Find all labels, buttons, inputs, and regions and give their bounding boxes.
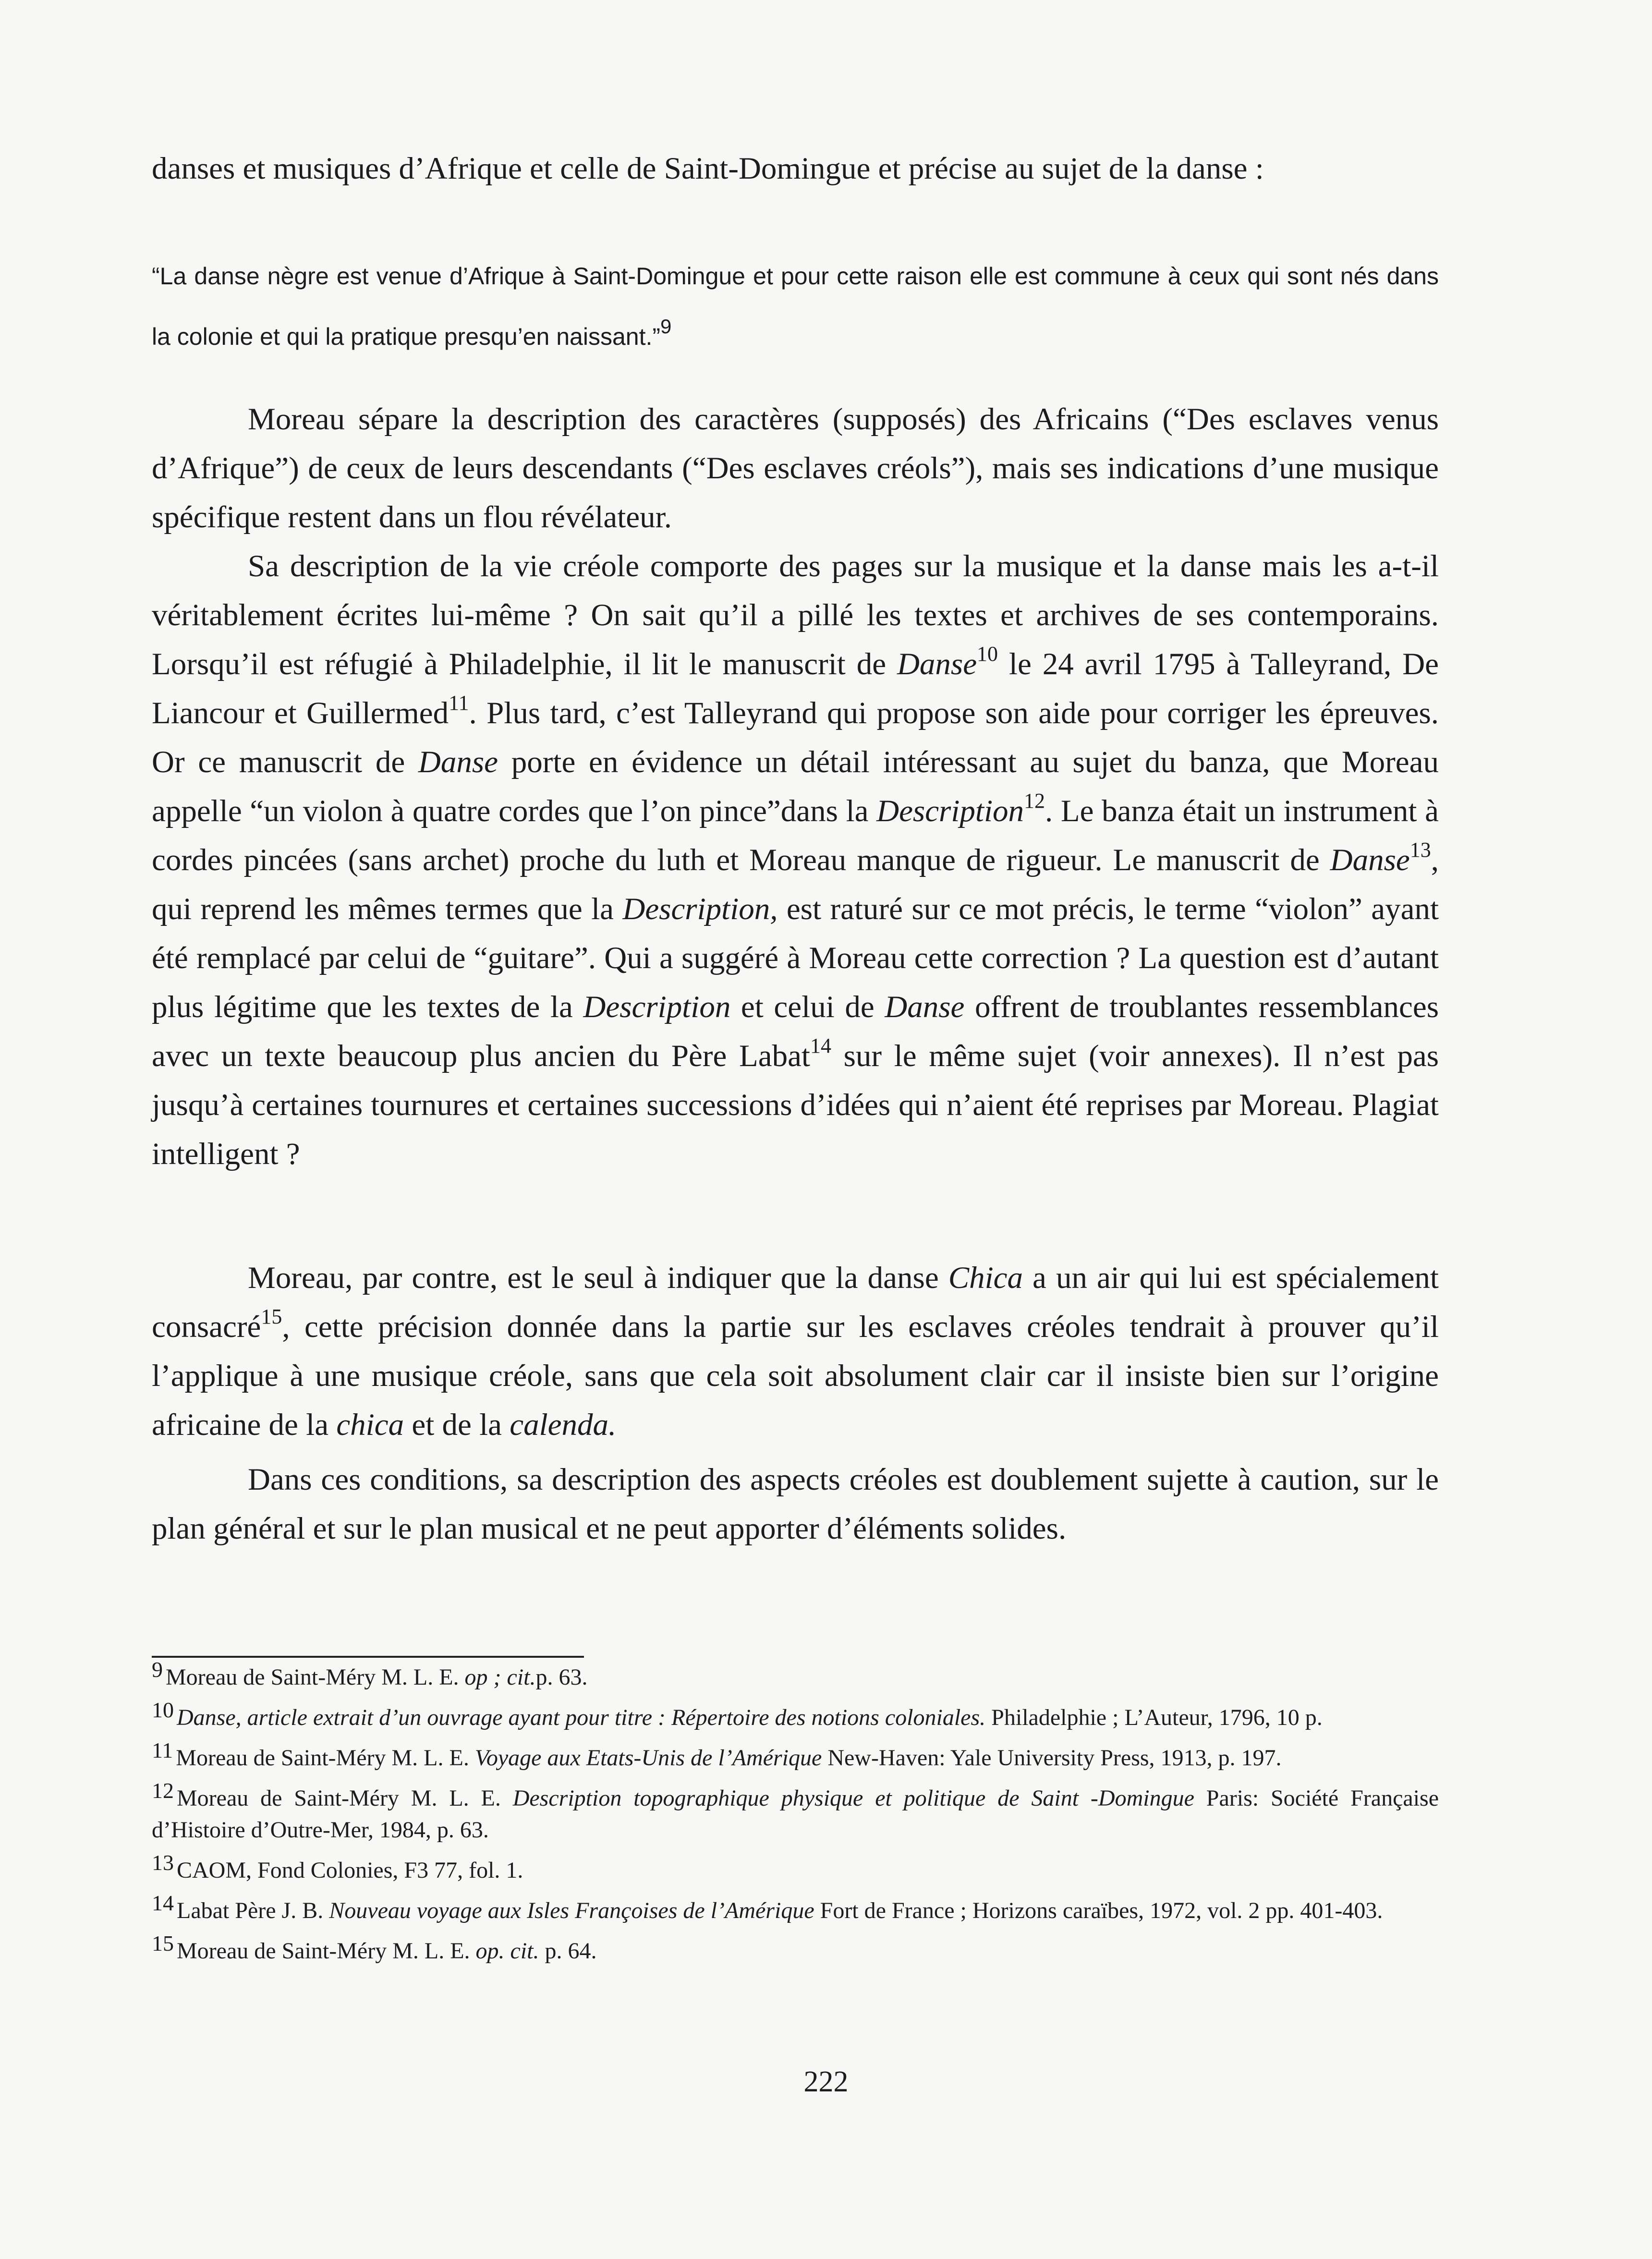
term-chica: chica (336, 1408, 404, 1442)
footnote-text: Moreau de Saint-Méry M. L. E. (166, 1664, 465, 1690)
footnote-number: 12 (152, 1778, 174, 1803)
footnote-number: 15 (152, 1931, 174, 1955)
title-description: Description (876, 794, 1024, 828)
footnote-text: Moreau de Saint-Méry M. L. E. (177, 1785, 513, 1811)
footnote-divider (152, 1656, 584, 1658)
text-run: Moreau, par contre, est le seul à indiquer que la danse (248, 1261, 948, 1295)
title-description: Description (583, 990, 731, 1024)
text-run: Sa description de la vie créole comporte des pages sur la musique et la danse mais les a-t-il véritablement écrites lui-même ? On sait qu’il a pillé les textes et archives de ses contemporains. Lorsqu’il est réfugié à Philadelphie, il lit le manuscrit de (152, 549, 1439, 681)
footnote-italic: op. cit. (475, 1938, 539, 1964)
footnote-13 (152, 1850, 1439, 1886)
paragraph-moreau: Moreau sépare la description des caractères (supposés) des Africains (“Des esclaves venus d’Afrique”) de ceux de leurs descendants (“Des esclaves créols”), mais ses indications d’une musique spécifique restent dans un flou révélateur. (152, 402, 1439, 534)
footnote-text: p. 64. (539, 1938, 597, 1964)
title-description: Description, (622, 892, 778, 926)
text-run: , cette précision donnée dans la partie sur les esclaves créoles tendrait à prouver qu’il l’applique à une musique créole, sans que cela soit absolument clair car il insiste bien sur l’origine africaine de la (152, 1310, 1439, 1442)
quote-text: “La danse nègre est venue d’Afrique à Saint-Domingue et pour cette raison elle est commune à ceux qui sont nés dans la colonie et qui la pratique presqu’en naissant.” (152, 263, 1439, 350)
footnotes (152, 1657, 1439, 1976)
title-danse: Danse (885, 990, 965, 1024)
footnote-ref-9[interactable]: 9 (660, 315, 672, 338)
footnote-ref-11[interactable]: 11 (449, 691, 469, 715)
footnote-text: Fort de France ; Horizons caraïbes, 1972, vol. 2 pp. 401-403. (814, 1898, 1383, 1923)
footnote-number: 14 (152, 1891, 174, 1915)
footnote-italic: Voyage aux Etats-Unis de l’Amérique (474, 1745, 822, 1771)
footnote-number: 9 (152, 1657, 163, 1682)
footnote-text: Philadelphie ; L’Auteur, 1796, 10 p. (985, 1705, 1323, 1730)
footnote-text: p. 63. (535, 1664, 588, 1690)
footnote-ref-12[interactable]: 12 (1024, 789, 1045, 813)
text-run: . Plus tard, c’est Talleyrand qui propose son aide pour corriger les épreuves. Or ce manuscrit de (152, 696, 1439, 779)
block-quote (152, 246, 1439, 367)
footnote-italic: op ; cit. (464, 1664, 536, 1690)
footnote-text: Labat Père J. B. (177, 1898, 329, 1923)
title-danse: Danse (1330, 843, 1410, 877)
opening-paragraph: danses et musiques d’Afrique et celle de Saint-Domingue et précise au sujet de la danse : (152, 151, 1264, 186)
text-run: et celui de (730, 990, 885, 1024)
footnote-ref-10[interactable]: 10 (977, 642, 998, 666)
text-run: , qui reprend les mêmes termes que la (152, 843, 1439, 926)
footnote-9 (152, 1657, 1439, 1693)
title-danse: Danse (897, 647, 977, 681)
text-run: offrent de troublantes ressemblances avec un texte beaucoup plus ancien du Père Labat (152, 990, 1439, 1073)
footnote-12 (152, 1778, 1439, 1846)
footnote-15 (152, 1931, 1439, 1967)
text-run: le 24 avril 1795 à Talleyrand, De Liancour et Guillermed (152, 647, 1439, 730)
footnote-ref-14[interactable]: 14 (810, 1034, 831, 1057)
footnote-text: CAOM, Fond Colonies, F3 77, fol. 1. (177, 1858, 523, 1883)
footnote-number: 11 (152, 1738, 173, 1762)
paragraph-conditions: Dans ces conditions, sa description des aspects créoles est doublement sujette à caution, sur le plan général et sur le plan musical et ne peut apporter d’éléments solides. (152, 1462, 1439, 1546)
footnote-italic: Description topographique physique et politique de Saint -Domingue (512, 1785, 1194, 1811)
footnote-11 (152, 1738, 1439, 1774)
footnote-text: Paris: Société Française d’Histoire d’Outre-Mer, 1984, p. 63. (152, 1785, 1439, 1843)
footnote-italic: Danse, article extrait d’un ouvrage ayant pour titre : Répertoire des notions coloniales. (177, 1705, 986, 1730)
term-calenda: calenda. (510, 1408, 617, 1442)
title-danse: Danse (418, 745, 498, 779)
footnote-ref-13[interactable]: 13 (1409, 838, 1431, 862)
paragraph-chica (152, 1253, 1439, 1449)
footnote-ref-15[interactable]: 15 (261, 1305, 282, 1328)
text-run: est raturé sur ce mot précis, le terme “violon” ayant été remplacé par celui de “guitare”. Qui a suggéré à Moreau cette correction ? La question est d’autant plus légitime que les textes de la (152, 892, 1439, 1024)
footnote-number: 13 (152, 1850, 174, 1875)
footnote-14 (152, 1891, 1439, 1927)
page-number: 222 (803, 2065, 849, 2098)
text-run: . Le banza était un instrument à cordes pincées (sans archet) proche du luth et Moreau manque de rigueur. Le manuscrit de (152, 794, 1439, 877)
footnote-text: Moreau de Saint-Méry M. L. E. (176, 1745, 475, 1771)
text-run: sur le même sujet (voir annexes). Il n’est pas jusqu’à certaines tournures et certaines successions d’idées qui n’aient été reprises par Moreau. Plagiat intelligent ? (152, 1039, 1439, 1171)
term-chica: Chica (948, 1261, 1023, 1295)
footnote-italic: Nouveau voyage aux Isles Françoises de l’Amérique (329, 1898, 814, 1923)
footnote-number: 10 (152, 1698, 174, 1722)
paragraph-description (152, 542, 1439, 1178)
footnote-text: Moreau de Saint-Méry M. L. E. (177, 1938, 476, 1964)
footnote-text: New-Haven: Yale University Press, 1913, p. 197. (822, 1745, 1282, 1771)
text-run: a un air qui lui est spécialement consacré (152, 1261, 1439, 1344)
text-run: porte en évidence un détail intéressant au sujet du banza, que Moreau appelle “un violon à quatre cordes que l’on pince”dans la (152, 745, 1439, 828)
footnote-10 (152, 1698, 1439, 1734)
text-run: et de la (404, 1408, 510, 1442)
